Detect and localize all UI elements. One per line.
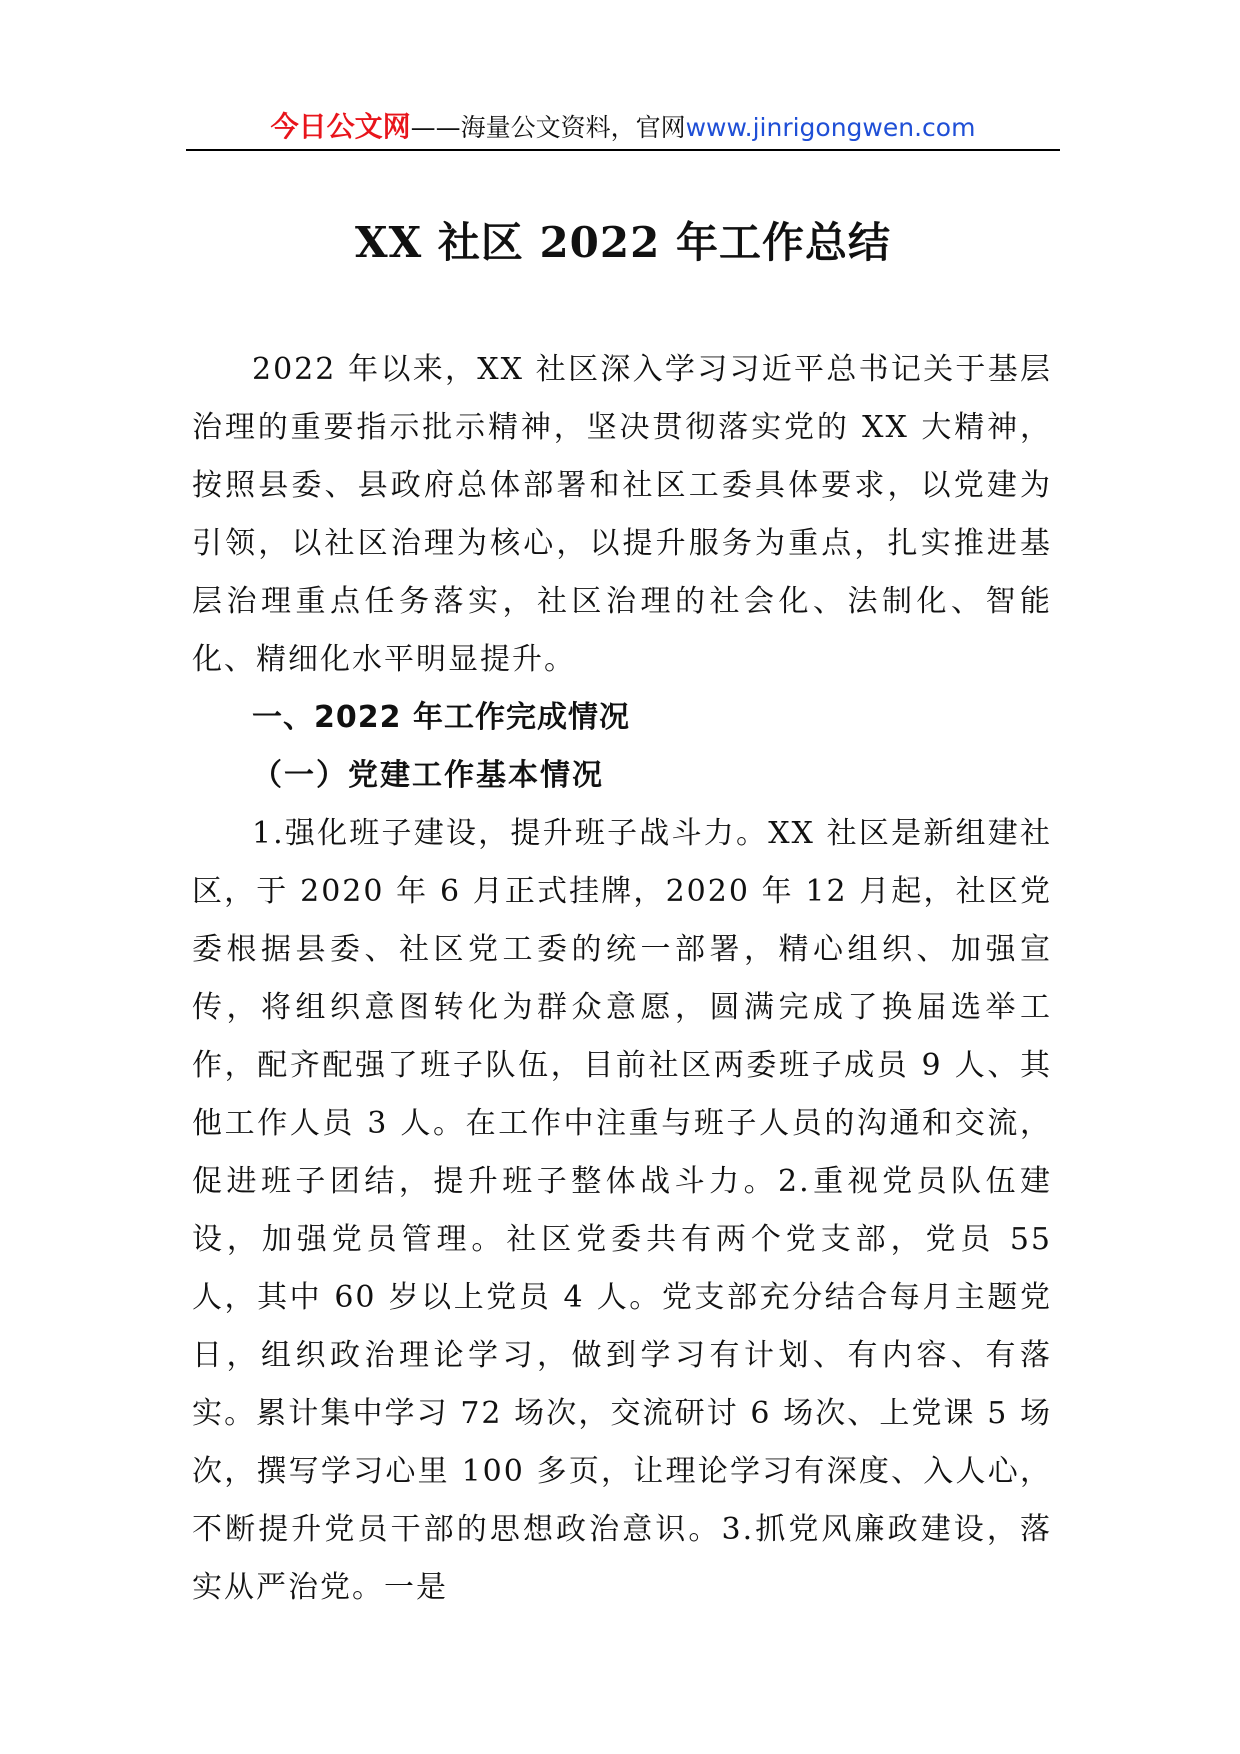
site-header xyxy=(186,106,1060,148)
site-url-link[interactable]: www.jinrigongwen.com xyxy=(685,113,976,142)
site-tagline: ——海量公文资料，官网 xyxy=(410,113,686,142)
header-divider xyxy=(186,149,1060,151)
document-title: XX 社区 2022 年工作总结 xyxy=(355,218,891,267)
site-brand: 今日公文网 xyxy=(270,110,411,143)
subsection-heading: （一）党建工作基本情况 xyxy=(252,758,604,793)
body-paragraph: 1.强化班子建设，提升班子战斗力。XX 社区是新组建社区，于 2020 年 6 月正式挂牌，2020 年 12 月起，社区党委根据县委、社区党工委的统一部署，精心组织、加强宣传，将组织意图转化为群众意愿，圆满完成了换届选举工作，配齐配强了班子队伍，目前社区两委班子成员 9 人、其他工作人员 3 人。在工作中注重与班子人员的沟通和交流，促进班子团结，提升班子整体战斗力。2.重视党员队伍建设，加强党员管理。社区党委共有两个党支部，党员 55 人，其中 60 岁以上党员 4 人。党支部充分结合每月主题党日，组织政治理论学习，做到学习有计划、有内容、有落实。累计集中学习 72 场次，交流研讨 6 场次、上党课 5 场次，撰写学习心里 100 多页，让理论学习有深度、入人心，不断提升党员干部的思想政治意识。3.抓党风廉政建设，落实从严治党。一是 xyxy=(192,816,1052,1605)
intro-paragraph: 2022 年以来，XX 社区深入学习习近平总书记关于基层治理的重要指示批示精神，坚决贯彻落实党的 XX 大精神，按照县委、县政府总体部署和社区工委具体要求，以党建为引领，以社区治理为核心，以提升服务为重点，扎实推进基层治理重点任务落实，社区治理的社会化、法制化、智能化、精细化水平明显提升。 xyxy=(192,352,1052,677)
document-body xyxy=(192,341,1052,1617)
section-heading: 一、2022 年工作完成情况 xyxy=(252,700,630,735)
